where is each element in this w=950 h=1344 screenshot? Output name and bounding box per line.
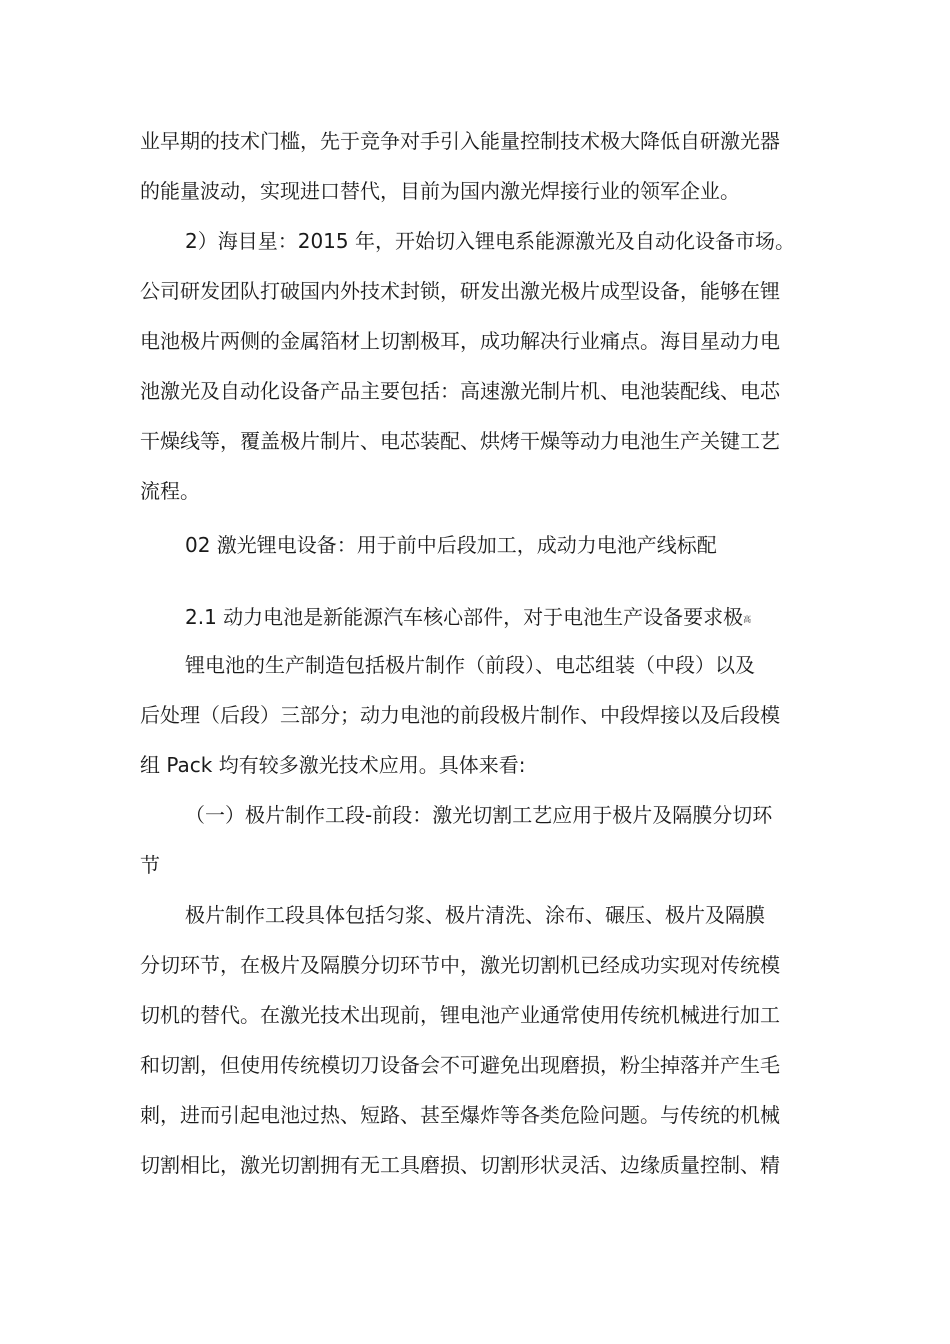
text-line: 池激光及自动化设备产品主要包括：高速激光制片机、电池装配线、电芯 bbox=[140, 379, 780, 403]
text-line: 切机的替代。在激光技术出现前，锂电池产业通常使用传统机械进行加工 bbox=[140, 1003, 780, 1027]
text-line: 电池极片两侧的金属箔材上切割极耳，成功解决行业痛点。海目星动力电 bbox=[140, 329, 780, 353]
text-line: 后处理（后段）三部分；动力电池的前段极片制作、中段焊接以及后段模 bbox=[140, 703, 780, 727]
text-line: 切割相比，激光切割拥有无工具磨损、切割形状灵活、边缘质量控制、精 bbox=[140, 1153, 780, 1177]
text-line: 的能量波动，实现进口替代，目前为国内激光焊接行业的领军企业。 bbox=[140, 179, 740, 203]
text-line: 组 Pack 均有较多激光技术应用。具体来看: bbox=[140, 753, 526, 777]
text-line: 干燥线等，覆盖极片制片、电芯装配、烘烤干燥等动力电池生产关键工艺 bbox=[140, 429, 780, 453]
text-line: 极片制作工段具体包括匀浆、极片清洗、涂布、碾压、极片及隔膜 bbox=[185, 903, 765, 927]
text-line: 刺，进而引起电池过热、短路、甚至爆炸等各类危险问题。与传统的机械 bbox=[140, 1103, 780, 1127]
section-heading: 02 激光锂电设备：用于前中后段加工，成动力电池产线标配 bbox=[185, 533, 717, 557]
text-line: 2）海目星：2015 年，开始切入锂电系能源激光及自动化设备市场。 bbox=[185, 229, 795, 253]
text-line: 和切割，但使用传统模切刀设备会不可避免出现磨损，粉尘掉落并产生毛 bbox=[140, 1053, 780, 1077]
subsection-heading bbox=[185, 604, 830, 633]
text-line: 节 bbox=[140, 853, 160, 877]
text-line: （一）极片制作工段-前段：激光切割工艺应用于极片及隔膜分切环 bbox=[185, 803, 773, 827]
heading-mark: 高 bbox=[743, 615, 752, 624]
text-line: 锂电池的生产制造包括极片制作（前段）、电芯组装（中段）以及 bbox=[185, 653, 755, 677]
subsection-heading-text: 2.1 动力电池是新能源汽车核心部件，对于电池生产设备要求极 bbox=[185, 605, 744, 629]
text-line: 业早期的技术门槛，先于竞争对手引入能量控制技术极大降低自研激光器 bbox=[140, 129, 780, 153]
text-line: 流程。 bbox=[140, 479, 200, 503]
text-line: 公司研发团队打破国内外技术封锁，研发出激光极片成型设备，能够在锂 bbox=[140, 279, 780, 303]
text-line: 分切环节，在极片及隔膜分切环节中，激光切割机已经成功实现对传统模 bbox=[140, 953, 780, 977]
